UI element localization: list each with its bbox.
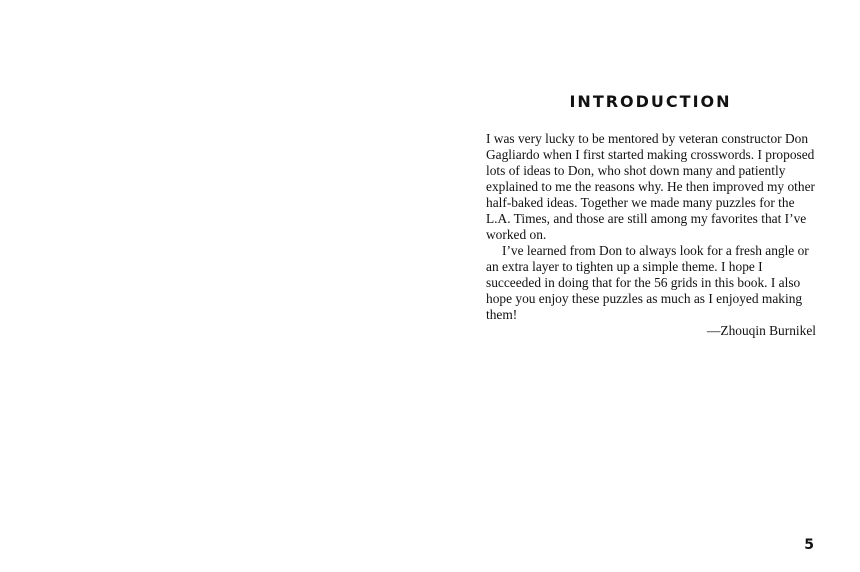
introduction-body (486, 131, 816, 339)
page-number: 5 (804, 537, 814, 553)
author-signature: —Zhouqin Burnikel (707, 323, 816, 338)
paragraph-2: I’ve learned from Don to always look for a fresh angle or an extra layer to tighten up a simple theme. I hope I succeeded in doing that for the 56 grids in this book. I also hope you enjoy these puzzles as much as I enjoyed making them! (486, 243, 809, 322)
page-title: INTRODUCTION (569, 92, 732, 111)
paragraph-1: I was very lucky to be mentored by veteran constructor Don Gagliardo when I first started making crosswords. I proposed lots of ideas to Don, who shot down many and patiently explained to me the reasons why. He then improved my other half-baked ideas. Together we made many puzzles for the L.A. Times, and those are still among my favorites that I’ve worked on. (486, 131, 815, 242)
